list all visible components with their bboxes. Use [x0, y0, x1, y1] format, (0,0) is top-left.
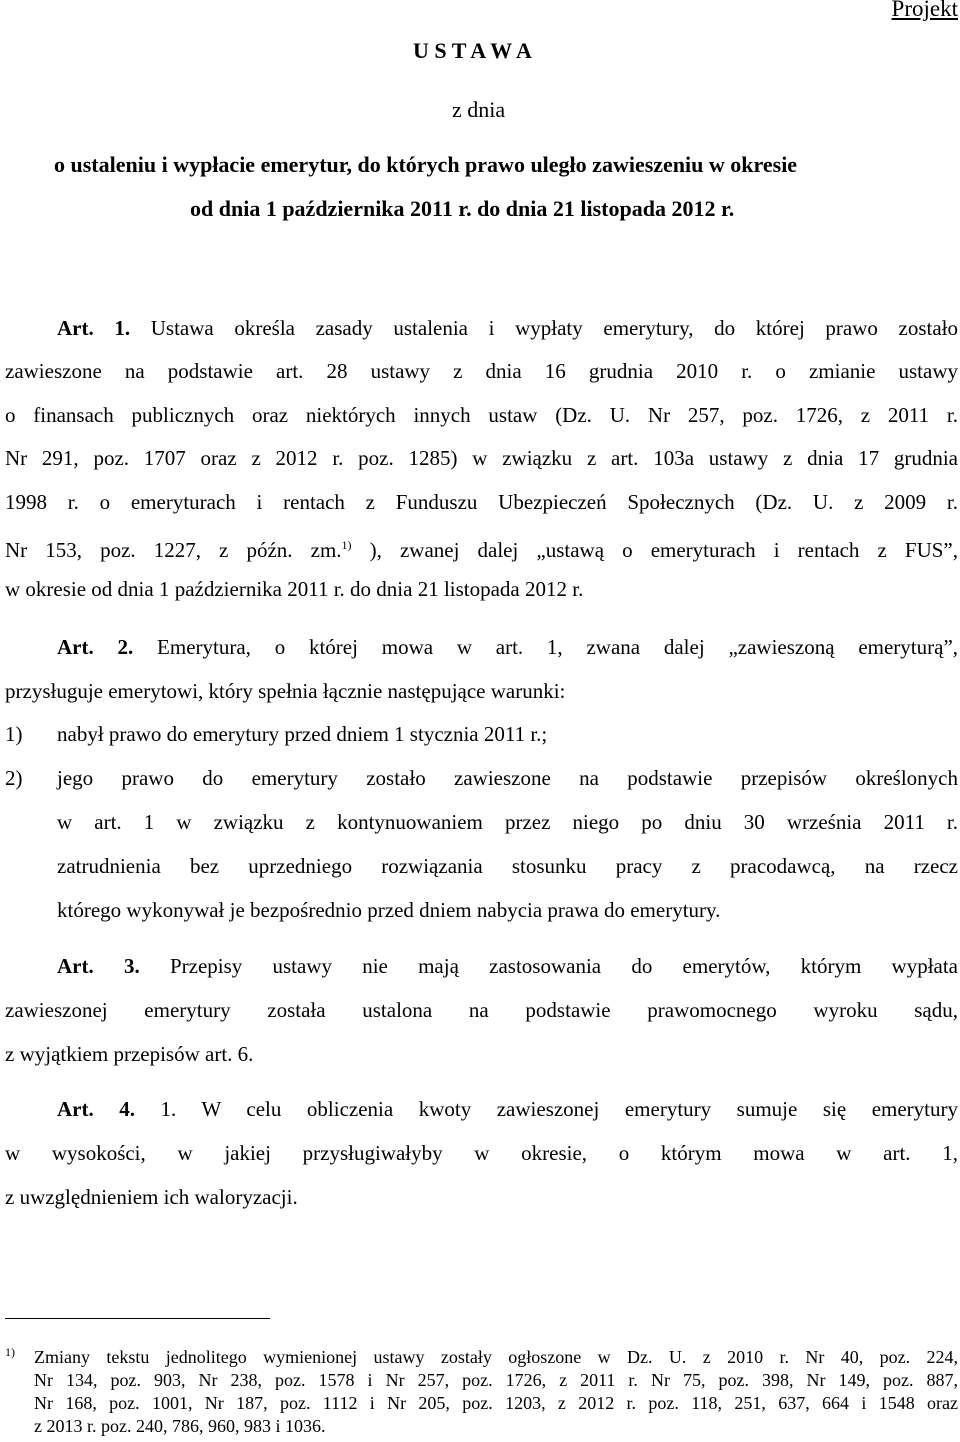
point-2-line-3: zatrudnienia bez uprzedniego rozwiązania stosunku pracy z pracodawcą, na rzecz: [57, 854, 958, 878]
art4-line-2: w wysokości, w jakiej przysługiwałyby w okresie, o którym mowa w art. 1,: [5, 1141, 958, 1165]
point-2-line-2: w art. 1 w związku z kontynuowaniem przez niego po dniu 30 września 2011 r.: [57, 810, 958, 834]
projekt-label: Projekt: [891, 0, 958, 21]
document-title: U S T A W A: [413, 38, 532, 63]
art1-line-2: zawieszone na podstawie art. 28 ustawy z dnia 16 grudnia 2010 r. o zmianie ustawy: [5, 359, 958, 383]
art2-line-1: Art. 2. Emerytura, o której mowa w art. 1, zwana dalej „zawieszoną emeryturą”,: [57, 635, 959, 659]
point-2-number: 2): [5, 766, 23, 790]
art1-line-4: Nr 291, poz. 1707 oraz z 2012 r. poz. 1285) w związku z art. 103a ustawy z dnia 17 grudnia: [5, 446, 958, 470]
point-2-line-1: jego prawo do emerytury zostało zawieszone na podstawie przepisów określonych: [57, 766, 958, 790]
point-1-number: 1): [5, 722, 23, 746]
art2-line-2: przysługuje emerytowi, który spełnia łącznie następujące warunki:: [5, 679, 566, 703]
footnote-line-1: Zmiany tekstu jednolitego wymienionej ustawy zostały ogłoszone w Dz. U. z 2010 r. Nr 40, poz. 224,: [34, 1347, 958, 1367]
subject-line-1: o ustaleniu i wypłacie emerytur, do których prawo uległo zawieszeniu w okresie: [54, 152, 798, 177]
footnote-ref: 1): [341, 538, 352, 552]
art4-label: Art. 4.: [57, 1097, 136, 1121]
art1-line-5: 1998 r. o emeryturach i rentach z Funduszu Ubezpieczeń Społecznych (Dz. U. z 2009 r.: [5, 490, 958, 514]
art1-line-7: w okresie od dnia 1 października 2011 r. do dnia 21 listopada 2012 r.: [5, 577, 584, 601]
art1-line-3: o finansach publicznych oraz niektórych innych ustaw (Dz. U. Nr 257, poz. 1726, z 2011 r.: [5, 403, 958, 427]
art4-line-1: Art. 4. 1. W celu obliczenia kwoty zawieszonej emerytury sumuje się emerytury: [57, 1097, 959, 1121]
art3-label: Art. 3.: [57, 954, 140, 978]
footnote-divider: [5, 1318, 270, 1319]
point-1-text: nabył prawo do emerytury przed dniem 1 stycznia 2011 r.;: [57, 722, 548, 746]
footnote-line-3: Nr 168, poz. 1001, Nr 187, poz. 1112 i Nr 205, poz. 1203, z 2012 r. poz. 118, 251, 637, 664 i 1548 oraz: [34, 1393, 958, 1413]
point-2-line-4: którego wykonywał je bezpośrednio przed dniem nabycia prawa do emerytury.: [57, 898, 721, 922]
date-line: z dnia: [452, 97, 506, 122]
art4-line-3: z uwzględnieniem ich waloryzacji.: [5, 1185, 298, 1209]
art3-line-3: z wyjątkiem przepisów art. 6.: [5, 1042, 254, 1066]
art1-line-6: Nr 153, poz. 1227, z późn. zm.$^{1)}$ ), zwanej dalej „ustawą o emeryturach i rentach z FUS”,: [5, 538, 959, 562]
footnote-mark: 1): [5, 1345, 15, 1359]
art2-label: Art. 2.: [57, 635, 134, 659]
art1-label: Art. 1.: [57, 316, 131, 340]
footnote-line-4: z 2013 r. poz. 240, 786, 960, 983 i 1036.: [34, 1416, 326, 1436]
art3-line-1: Art. 3. Przepisy ustawy nie mają zastosowania do emerytów, którym wypłata: [57, 954, 959, 978]
footnote-line-2: Nr 134, poz. 903, Nr 238, poz. 1578 i Nr 257, poz. 1726, z 2011 r. Nr 75, poz. 398, Nr 149, poz. 887,: [34, 1370, 958, 1390]
subject-line-2: od dnia 1 października 2011 r. do dnia 21 listopada 2012 r.: [190, 196, 735, 221]
art1-line-1: Art. 1. Ustawa określa zasady ustalenia i wypłaty emerytury, do której prawo zostało: [57, 316, 958, 340]
art3-line-2: zawieszonej emerytury została ustalona na podstawie prawomocnego wyroku sądu,: [5, 998, 958, 1022]
